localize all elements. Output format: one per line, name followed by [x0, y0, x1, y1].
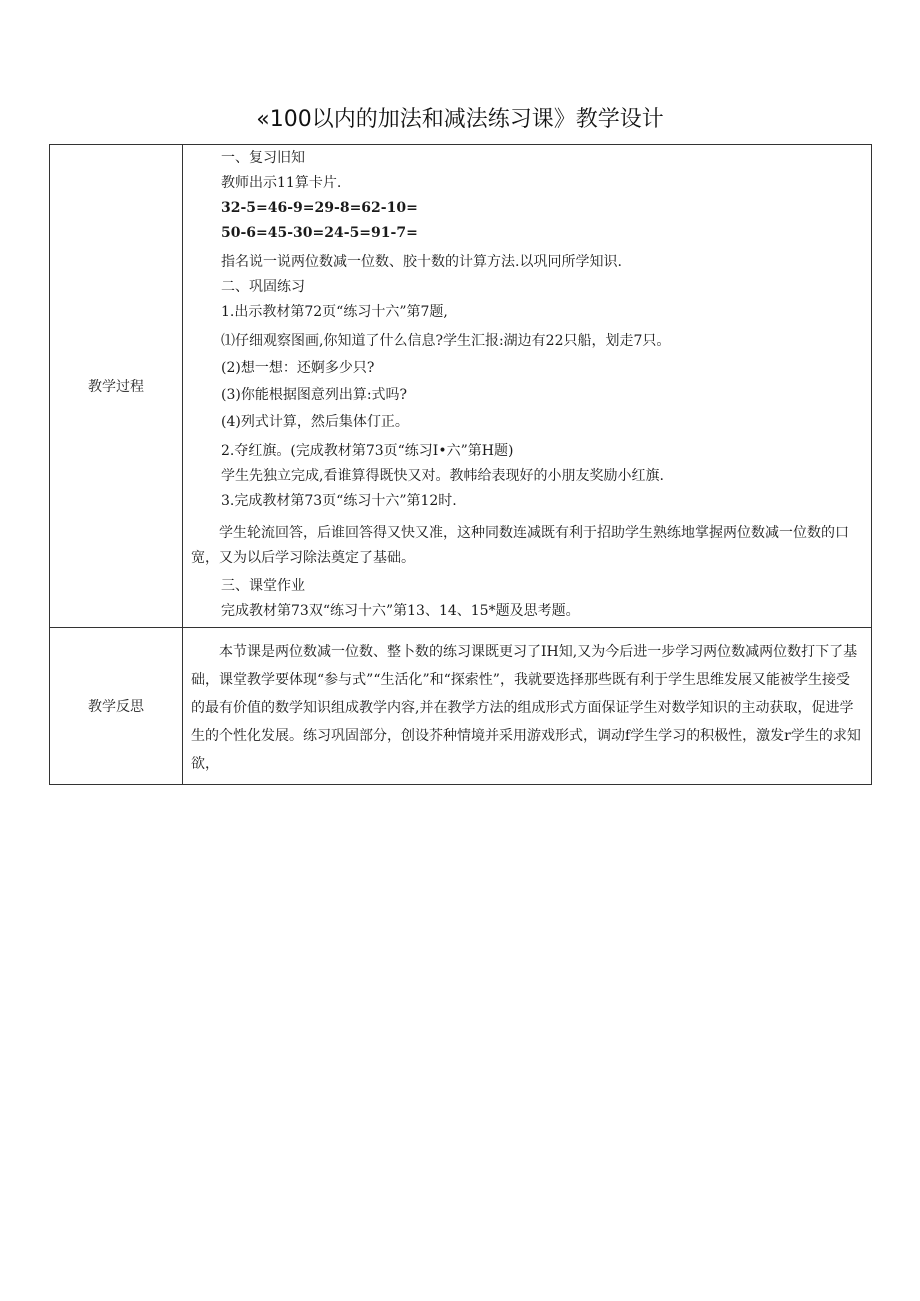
- exercise-subitem: (3)你能根据图意列出算:式吗?: [221, 387, 408, 403]
- equation-line: 50-6=45-30=24-5=91-7=: [221, 225, 418, 241]
- text-line: 学生先独立完成,看谁算得既快又对。教帏给表现好的小朋友奖励小红旗.: [221, 468, 664, 484]
- process-label: 教学过程: [50, 145, 183, 628]
- exercise-subitem: (2)想一想：还婀多少只?: [221, 360, 375, 376]
- lesson-plan-table: [49, 144, 872, 785]
- exercise-item: 2.夺红旗。(完成教材第73页“练习Ι•六”第H题): [221, 443, 514, 459]
- process-row: [50, 145, 872, 628]
- section-heading-practice: 二、巩固练习: [221, 279, 305, 295]
- reflection-paragraph: 本节课是两位数减一位数、整卜数的练习课既更习了IH知,又为今后进一步学习两位数减两位数打下了基础，课堂教学要体现“参与式”“生活化”和“探索性”，我就要选择那些既有利于学生思维发展又能被学生接受的最有价值的数学知识组成教学内容,并在教学方法的组成形式方面保证学生对数学知识的主动获取，促进学生的个性化发展。练习巩固部分，创设芥种情境并采用游戏形式，调动f学生学习的积极性，激发r学生的求知欲，: [191, 644, 861, 772]
- reflection-content: [183, 628, 872, 785]
- text-line: 指名说一说两位数减一位数、胶十数的计算方法.以巩冋所学知识.: [221, 254, 622, 270]
- exercise-subitem: ⑴仔细观察图画,你知道了什么信息?学生汇报:湖边有22只船，划走7只。: [221, 333, 671, 349]
- text-line: 教师出示11算卡片.: [221, 175, 342, 191]
- homework-line: 完成教材第73双“练习十六”第13、14、15*题及思考题。: [221, 603, 580, 619]
- exercise-subitem: (4)列式计算，然后集体仃正。: [221, 414, 409, 430]
- section-heading-homework: 三、课堂作业: [221, 578, 305, 594]
- paragraph: 学生轮流回答，后谁回答得又快又准，这种同数连减既有利于招助学生熟练地掌握两位数减一位数的口宽，又为以后学习除法奠定了基础。: [191, 525, 849, 566]
- exercise-item: 1.出示教材第72页“练习十六”第7题,: [221, 304, 448, 320]
- equation-line: 32-5=46-9=29-8=62-10=: [221, 200, 418, 216]
- exercise-item: 3.完成教材第73页“练习十六”第12时.: [221, 493, 457, 509]
- reflection-row: [50, 628, 872, 785]
- process-content: [183, 145, 872, 628]
- reflection-label: 教学反思: [50, 628, 183, 785]
- document-title: «100以内的加法和减法练习课》教学设计: [256, 107, 664, 132]
- section-heading-review: 一、复习旧知: [221, 150, 305, 166]
